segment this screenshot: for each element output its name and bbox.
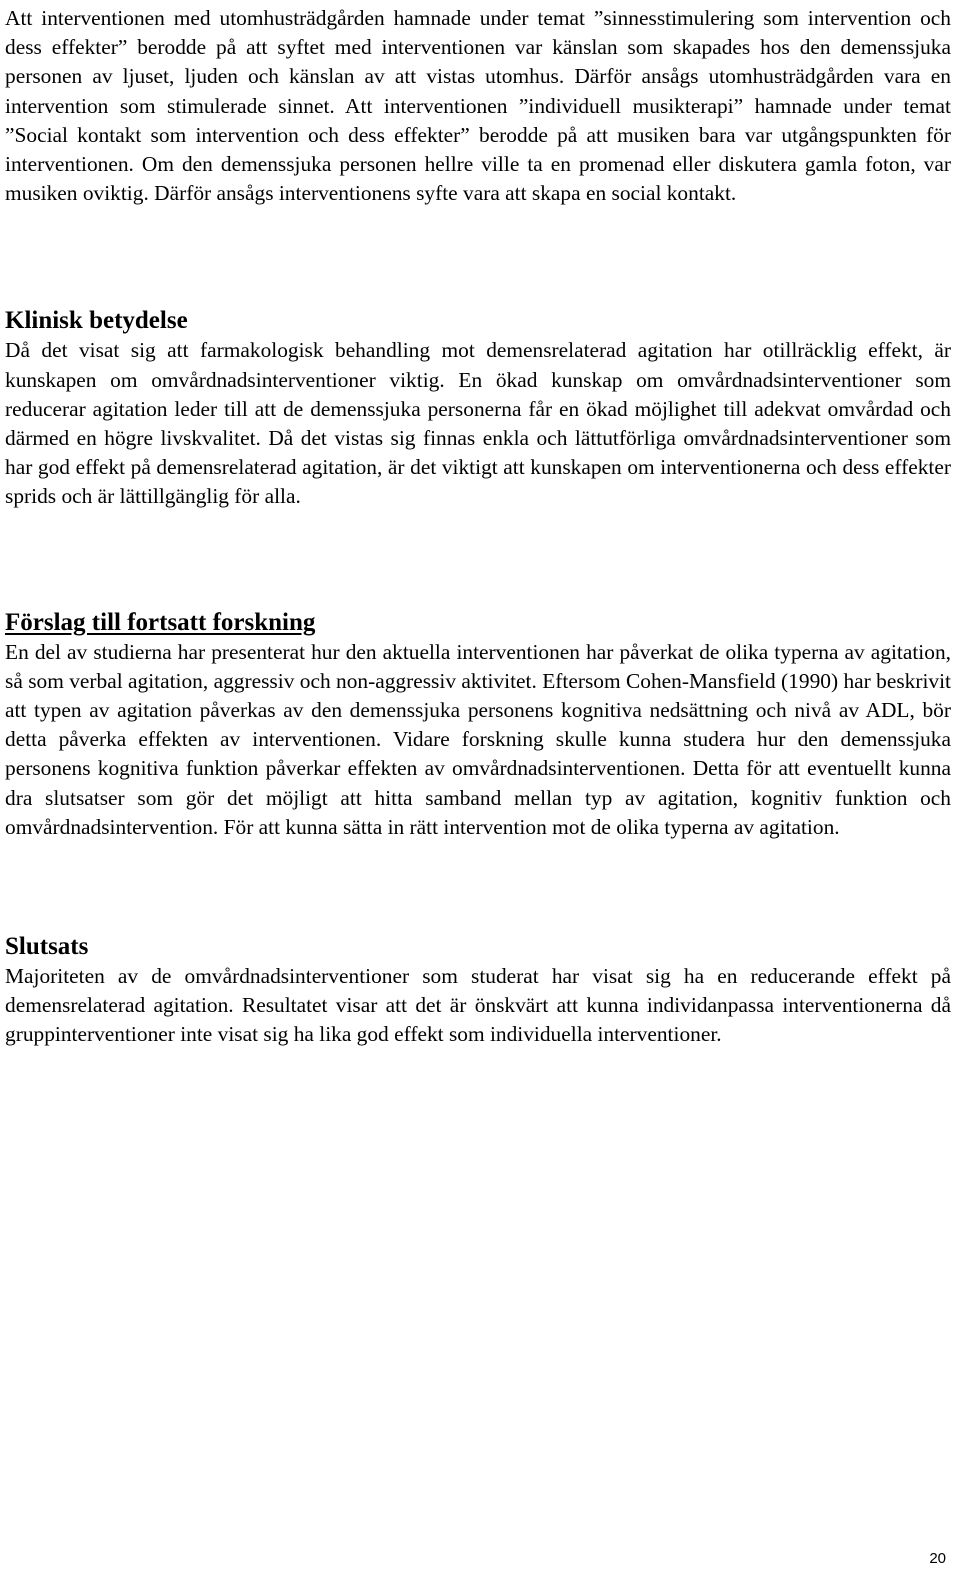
intro-paragraph: Att interventionen med utomhusträdgården hamnade under temat ”sinnesstimulering som intervention och dess effekter” berodde på att syftet med interventionen var känslan som skapades hos den demenssjuka personen av ljuset, ljuden och känslan av att vistas utomhus. Därför ansågs utomhusträdgården vara en intervention som stimulerade sinnet. Att interventionen ”individuell musikterapi” hamnade under temat ”Social kontakt som intervention och dess effekter” berodde på att musiken bara var utgångspunkten för interventionen. Om den demenssjuka personen hellre ville ta en promenad eller diskutera gamla foton, var musiken oviktig. Därför ansågs interventionens syfte vara att skapa en social kontakt. (5, 6, 951, 206)
conclusion-heading: Slutsats (5, 933, 89, 961)
document-content (5, 4, 951, 1050)
research-heading: Förslag till fortsatt forskning (5, 608, 316, 636)
clinical-heading: Klinisk betydelse (5, 307, 188, 335)
conclusion-paragraph: Majoriteten av de omvårdnadsinterventioner som studerat har visat sig ha en reducerande effekt på demensrelaterad agitation. Resultatet visar att det är önskvärt att kunna individanpassa interventionerna då gruppinterventioner inte visat sig ha lika god effekt som individuella interventioner. (5, 964, 951, 1047)
section-spacer (5, 842, 951, 932)
section-spacer (5, 208, 951, 306)
section-spacer (5, 512, 951, 608)
research-paragraph: En del av studierna har presenterat hur den aktuella interventionen har påverkat de olika typerna av agitation, så som verbal agitation, aggressiv och non-aggressiv aktivitet. Eftersom Cohen-Mansfield (1990) har beskrivit att typen av agitation påverkas av den demenssjuka personens kognitiva nedsättning och nivå av ADL, bör detta påverka effekten av interventionen. Vidare forskning skulle kunna studera hur den demenssjuka personens kognitiva funktion påverkar effekten av omvårdnadsinterventionen. Detta för att eventuellt kunna dra slutsatser som gör det möjligt att hitta samband mellan typ av agitation, kognitiv funktion och omvårdnadsintervention. För att kunna sätta in rätt intervention mot de olika typerna av agitation. (5, 639, 951, 839)
page-number: 20 (929, 1550, 946, 1567)
clinical-paragraph: Då det visat sig att farmakologisk behandling mot demensrelaterad agitation har otillräcklig effekt, är kunskapen om omvårdnadsinterventioner viktig. En ökad kunskap om omvårdnadsinterventioner som reducerar agitation leder till att de demenssjuka personerna får en ökad möjlighet till adekvat omvårdad och därmed en högre livskvalitet. Då det vistas sig finnas enkla och lättutförliga omvårdnadsinterventioner som har god effekt på demensrelaterad agitation, är det viktigt att kunskapen om interventionerna och dess effekter sprids och är lättillgänglig för alla. (5, 338, 951, 509)
